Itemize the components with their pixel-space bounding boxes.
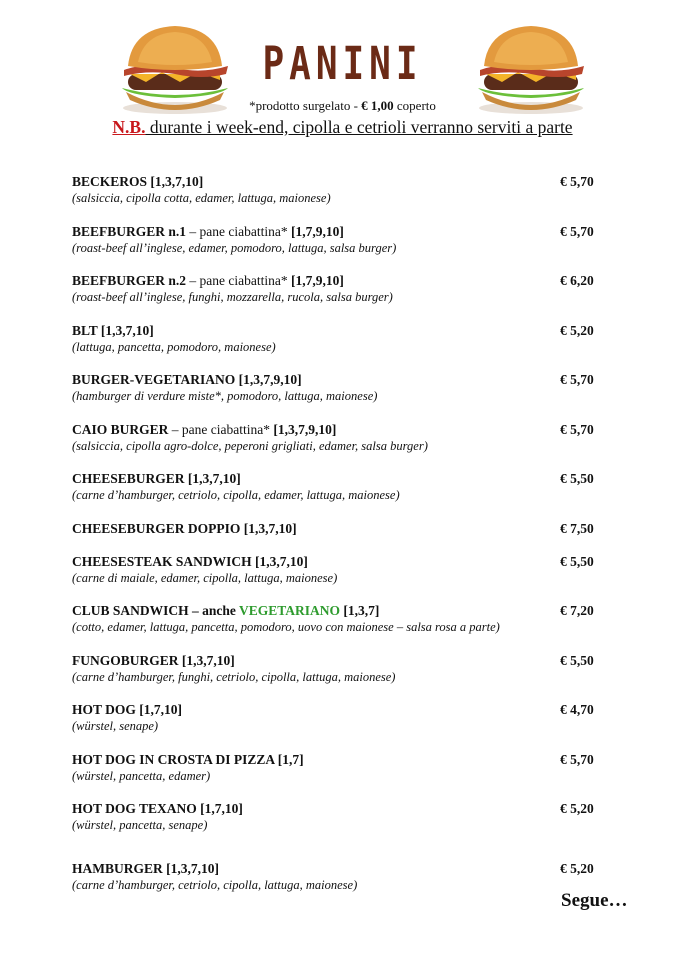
item-name: HOT DOG IN CROSTA DI PIZZA [1,7]: [72, 751, 304, 767]
menu-item: [72, 553, 612, 603]
item-price: € 4,70: [560, 702, 594, 717]
item-name: BECKEROS [1,3,7,10]: [72, 174, 204, 189]
item-name: CHEESEBURGER DOPPIO [1,3,7,10]: [72, 520, 297, 536]
item-price: € 5,50: [560, 553, 594, 569]
item-description: (carne di maiale, edamer, cipolla, lattuga, maionese): [72, 570, 338, 585]
menu-list: [72, 173, 612, 909]
item-description: (hamburger di verdure miste*, pomodoro, lattuga, maionese): [72, 389, 378, 403]
menu-item: [72, 371, 612, 421]
menu-item: [72, 652, 612, 702]
item-name: CAIO BURGER – pane ciabattina* [1,3,7,9,10]: [72, 421, 337, 437]
frozen-cover-note: [0, 98, 685, 114]
vegetarian-tag: VEGETARIANO: [239, 603, 341, 618]
item-name: FUNGOBURGER [1,3,7,10]: [72, 652, 235, 668]
item-description: (cotto, edamer, lattuga, pancetta, pomodoro, uovo con maionese – salsa rosa a parte): [72, 620, 500, 634]
item-price: € 7,20: [560, 603, 594, 618]
item-description: (salsiccia, cipolla cotta, edamer, lattuga, maionese): [72, 191, 331, 205]
item-name: HOT DOG [1,7,10]: [72, 702, 183, 717]
item-description: (roast-beef all’inglese, edamer, pomodoro, lattuga, salsa burger): [72, 240, 397, 255]
item-name: CHEESEBURGER [1,3,7,10]: [72, 471, 241, 486]
item-price: € 5,20: [560, 860, 594, 876]
item-price: € 5,70: [560, 751, 594, 767]
item-description: (salsiccia, cipolla agro-dolce, peperoni grigliati, edamer, salsa burger): [72, 438, 428, 453]
nb-label: N.B.: [112, 117, 146, 137]
item-name: BEEFBURGER n.1 – pane ciabattina* [1,7,9,10]: [72, 223, 344, 239]
menu-item: [72, 272, 612, 322]
item-description: (carne d’hamburger, cetriolo, cipolla, edamer, lattuga, maionese): [72, 488, 400, 502]
cover-label: coperto: [393, 98, 436, 113]
menu-item: [72, 701, 612, 751]
menu-item: [72, 751, 612, 801]
menu-header: [0, 0, 685, 150]
menu-item: [72, 860, 612, 910]
cover-price: € 1,00: [361, 98, 394, 113]
item-price: € 5,50: [560, 652, 594, 668]
item-price: € 5,20: [560, 801, 594, 816]
item-name: CHEESESTEAK SANDWICH [1,3,7,10]: [72, 553, 308, 569]
item-name: CLUB SANDWICH – anche VEGETARIANO [1,3,7]: [72, 603, 380, 618]
item-description: (würstel, senape): [72, 719, 159, 733]
frozen-note: *prodotto surgelato -: [249, 98, 362, 113]
item-description: (carne d’hamburger, cetriolo, cipolla, lattuga, maionese): [72, 877, 358, 892]
item-description: (würstel, pancetta, edamer): [72, 768, 211, 783]
item-name: HAMBURGER [1,3,7,10]: [72, 860, 219, 876]
page-title: PANINI: [262, 38, 423, 91]
menu-item: [72, 520, 612, 553]
item-description: (lattuga, pancetta, pomodoro, maionese): [72, 339, 276, 354]
menu-item: [72, 470, 612, 520]
item-price: € 5,20: [560, 322, 594, 338]
item-name: BEEFBURGER n.2 – pane ciabattina* [1,7,9,10]: [72, 273, 344, 288]
item-price: € 7,50: [560, 520, 594, 536]
item-description: (würstel, pancetta, senape): [72, 818, 208, 832]
item-description: (roast-beef all’inglese, funghi, mozzarella, rucola, salsa burger): [72, 290, 393, 304]
item-description: (carne d’hamburger, funghi, cetriolo, cipolla, lattuga, maionese): [72, 669, 396, 684]
menu-item: [72, 421, 612, 471]
menu-item: [72, 173, 612, 223]
item-price: € 5,70: [560, 421, 594, 437]
item-name: BURGER-VEGETARIANO [1,3,7,9,10]: [72, 372, 302, 387]
menu-item: [72, 800, 612, 850]
continue-label: Segue…: [561, 890, 628, 911]
menu-item: [72, 322, 612, 372]
item-price: € 5,70: [560, 223, 594, 239]
item-price: € 6,20: [560, 273, 594, 288]
item-price: € 5,70: [560, 174, 594, 189]
menu-item: [72, 602, 612, 652]
item-price: € 5,70: [560, 372, 594, 387]
item-name: HOT DOG TEXANO [1,7,10]: [72, 801, 243, 816]
weekend-note: [0, 117, 685, 138]
nb-text: durante i week-end, cipolla e cetrioli verranno serviti a parte: [145, 117, 573, 137]
item-price: € 5,50: [560, 471, 594, 486]
item-name: BLT [1,3,7,10]: [72, 322, 154, 338]
menu-item: [72, 223, 612, 273]
